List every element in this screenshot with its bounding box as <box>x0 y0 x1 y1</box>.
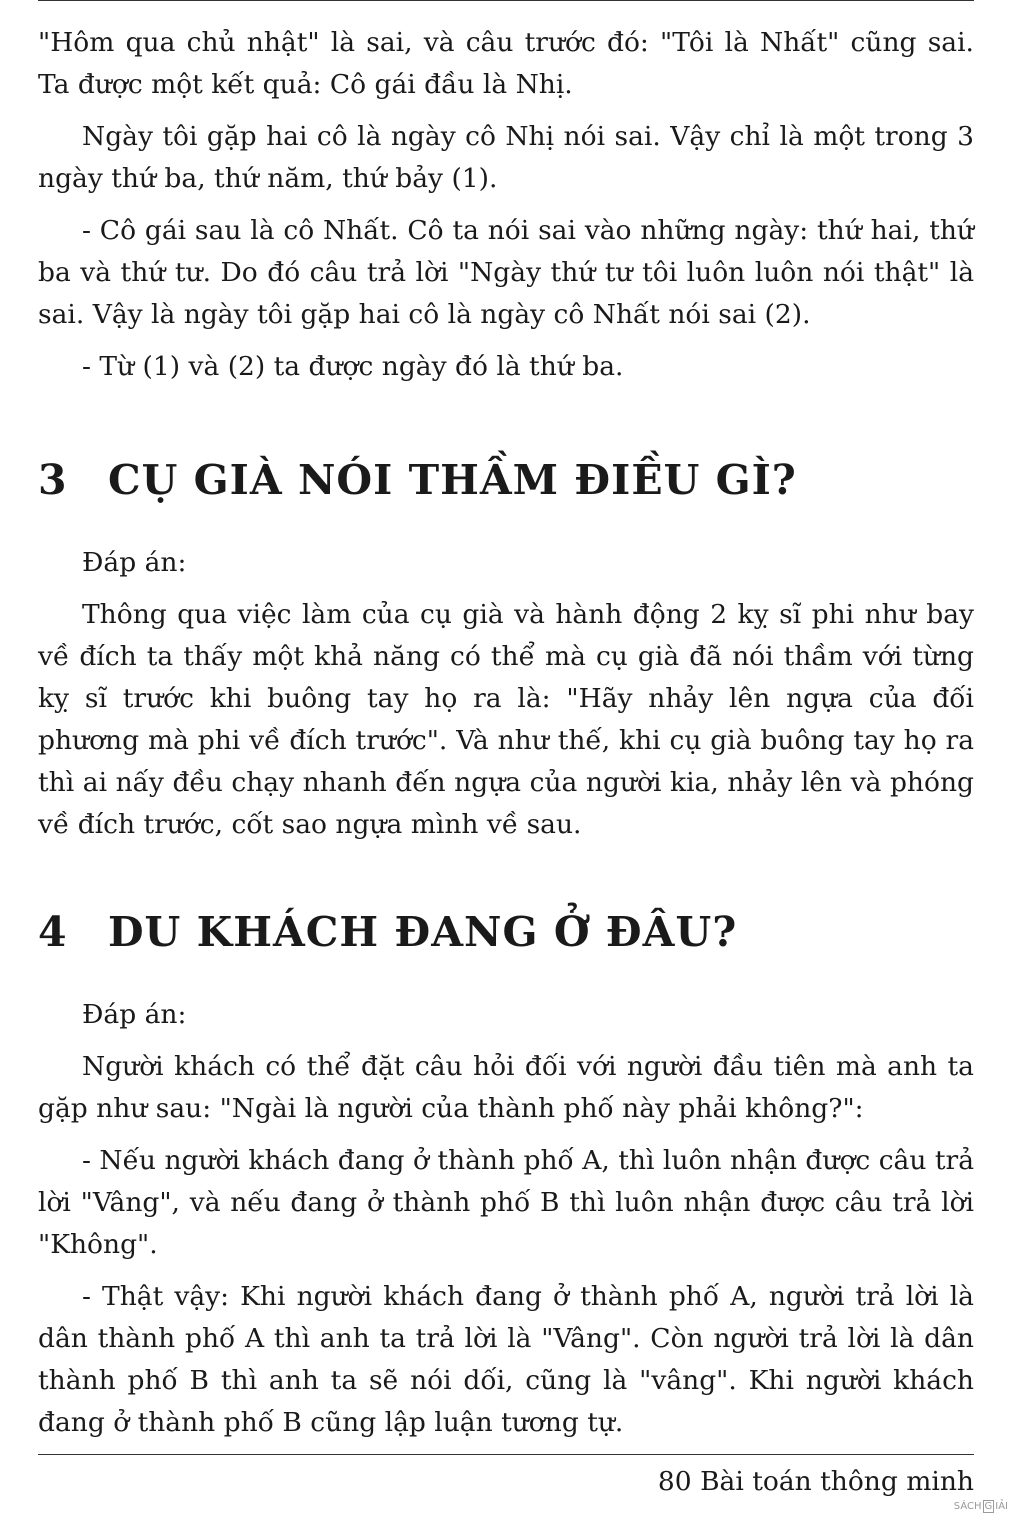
paragraph: - Cô gái sau là cô Nhất. Cô ta nói sai vào những ngày: thứ hai, thứ ba và thứ tư. Do đó câu trả lời "Ngày thứ tư tôi luôn luôn nói thật" là sai. Vậy là ngày tôi gặp hai cô là ngày cô Nhất nói sai (2). <box>38 215 974 330</box>
watermark-box-letter: G <box>984 1501 993 1512</box>
top-rule <box>38 0 974 1</box>
section-title: DU KHÁCH ĐANG Ở ĐÂU? <box>108 908 738 956</box>
page-content <box>38 22 974 1454</box>
section-heading-4 <box>38 908 974 956</box>
section-number: 3 <box>38 456 68 504</box>
paragraph: Thông qua việc làm của cụ già và hành động 2 kỵ sĩ phi như bay về đích ta thấy một khả năng có thể mà cụ già đã nói thầm với từng kỵ sĩ trước khi buông tay họ ra là: "Hãy nhảy lên ngựa của đối phương mà phi về đích trước". Và như thế, khi cụ già buông tay họ ra thì ai nấy đều chạy nhanh đến ngựa của người kia, nhảy lên và phóng về đích trước, cốt sao ngựa mình về sau. <box>38 599 974 840</box>
paragraph: - Thật vậy: Khi người khách đang ở thành phố A, người trả lời là dân thành phố A thì anh ta trả lời là "Vâng". Còn người trả lời là dân thành phố B thì anh ta sẽ nói dối, cũng là "vâng". Khi người khách đang ở thành phố B cũng lập luận tương tự. <box>38 1281 974 1438</box>
paragraph: - Từ (1) và (2) ta được ngày đó là thứ ba. <box>82 351 624 382</box>
footer-book-title: 80 Bài toán thông minh <box>657 1466 974 1497</box>
section-heading-3 <box>38 456 974 504</box>
section-title: CỤ GIÀ NÓI THẦM ĐIỀU GÌ? <box>108 456 797 504</box>
bottom-rule <box>38 1454 974 1455</box>
watermark-logo <box>954 1500 1008 1513</box>
paragraph: "Hôm qua chủ nhật" là sai, và câu trước đó: "Tôi là Nhất" cũng sai. Ta được một kết quả: Cô gái đầu là Nhị. <box>38 27 974 100</box>
watermark-text: SÁCH <box>953 1501 982 1512</box>
paragraph: Người khách có thể đặt câu hỏi đối với người đầu tiên mà anh ta gặp như sau: "Ngài là người của thành phố này phải không?": <box>38 1051 974 1124</box>
paragraph: Ngày tôi gặp hai cô là ngày cô Nhị nói sai. Vậy chỉ là một trong 3 ngày thứ ba, thứ năm, thứ bảy (1). <box>38 121 974 194</box>
watermark-text: IẢI <box>995 1501 1008 1512</box>
answer-label: Đáp án: <box>82 547 187 578</box>
answer-label: Đáp án: <box>82 999 187 1030</box>
section-number: 4 <box>38 908 68 956</box>
paragraph: - Nếu người khách đang ở thành phố A, thì luôn nhận được câu trả lời "Vâng", và nếu đang ở thành phố B thì luôn nhận được câu trả lời "Không". <box>38 1145 974 1260</box>
